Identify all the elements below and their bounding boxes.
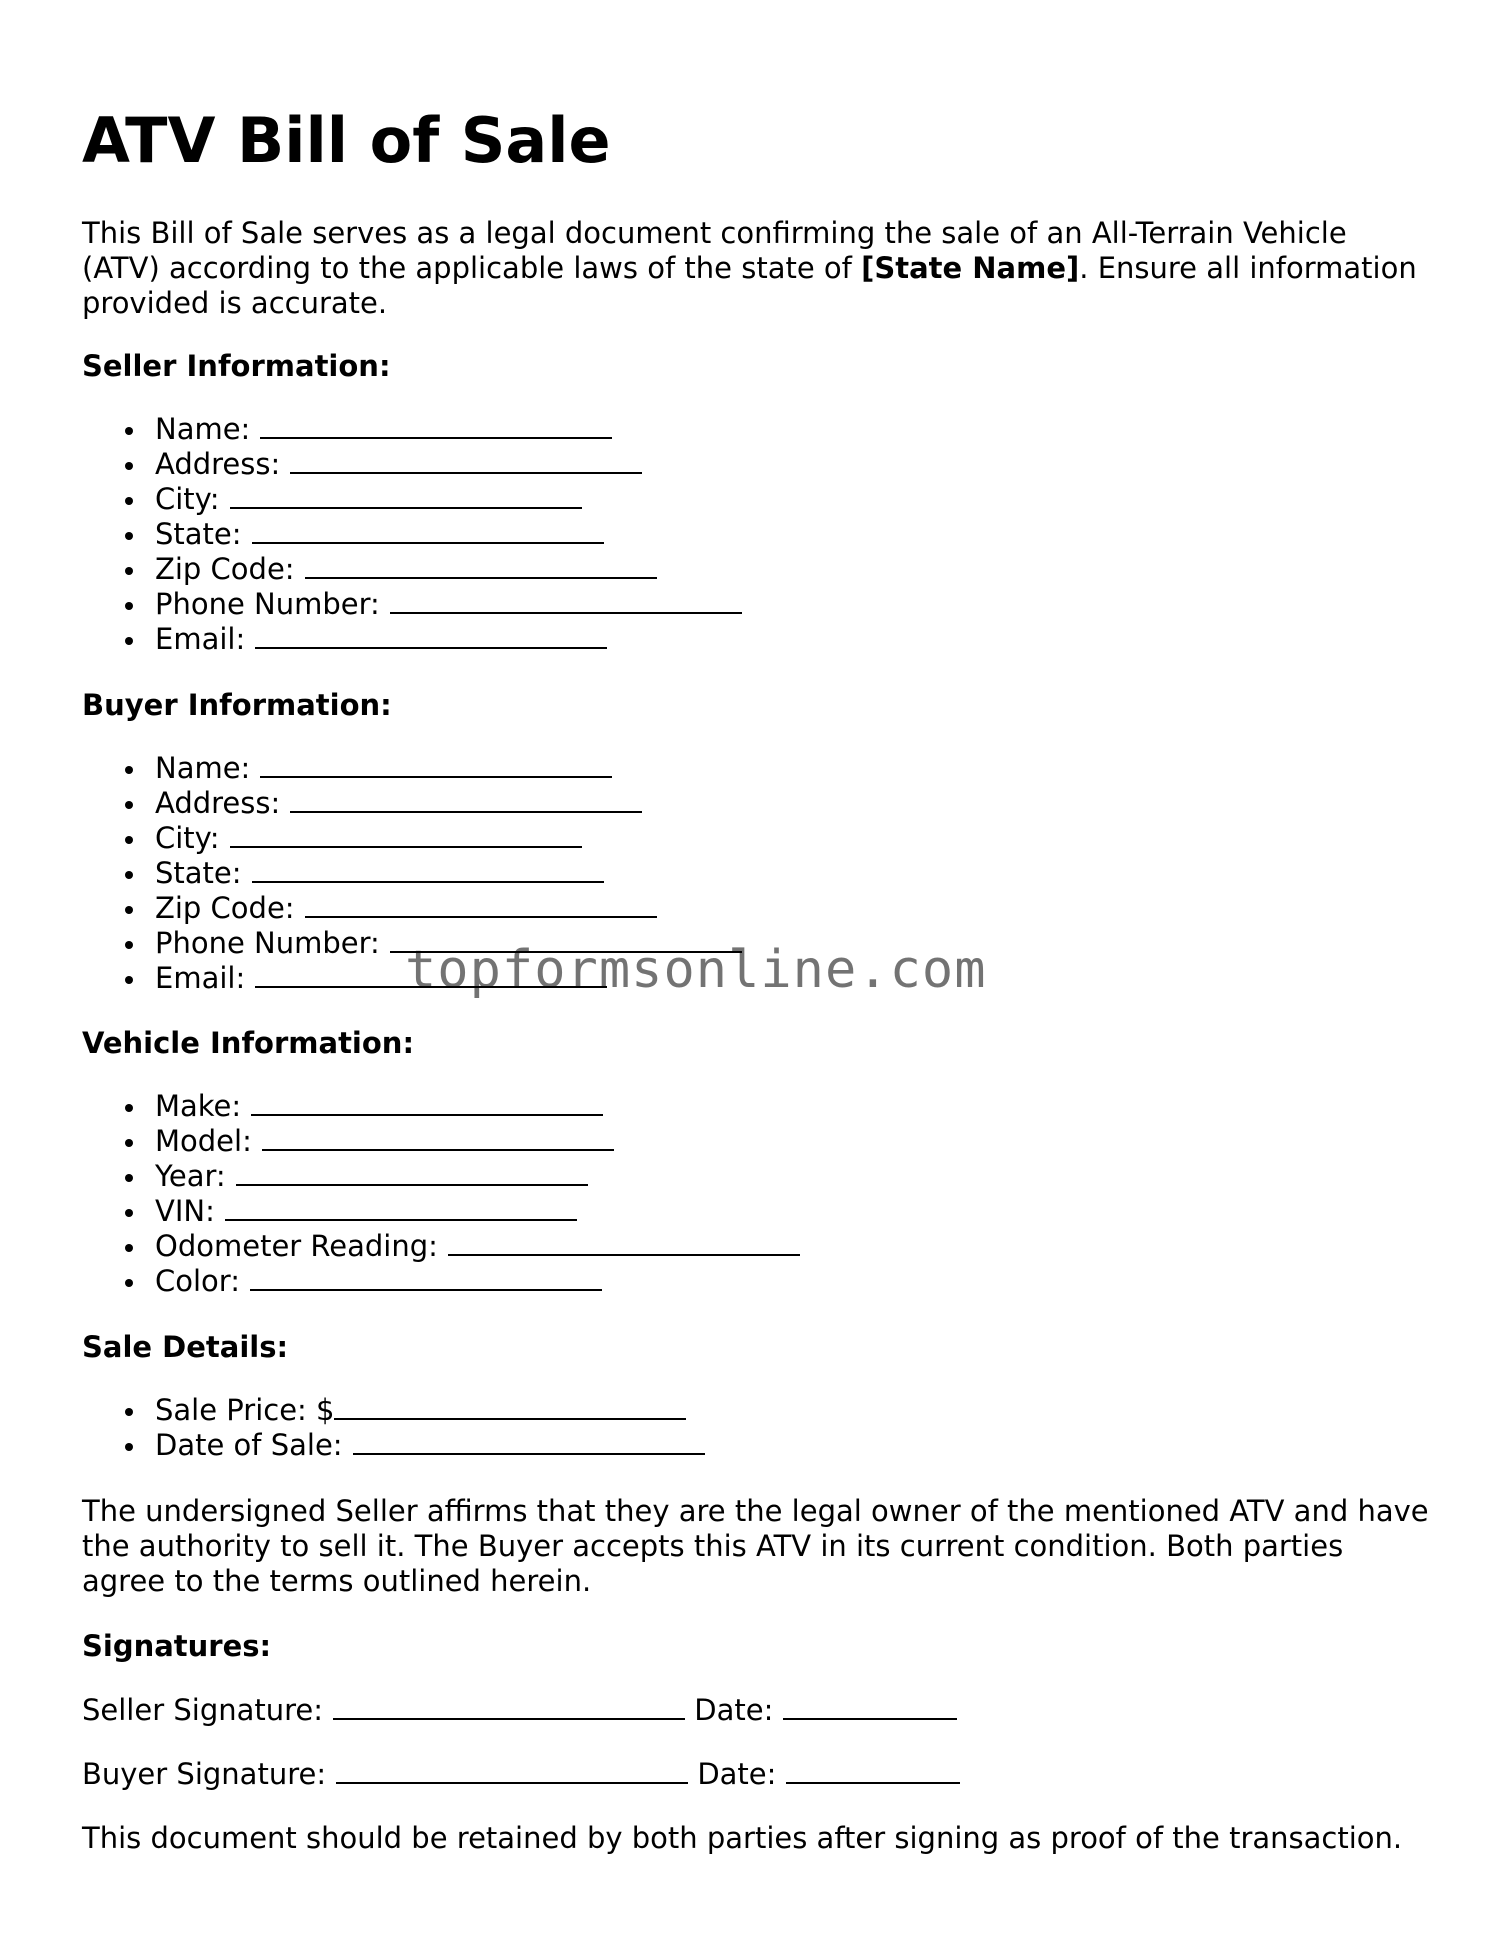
buyer-email-blank[interactable] xyxy=(255,962,607,988)
field-label: Name: xyxy=(155,751,251,785)
seller-signature-blank[interactable] xyxy=(333,1694,685,1720)
field-label: State: xyxy=(155,856,242,890)
seller-city-field xyxy=(82,482,742,517)
buyer-city-blank[interactable] xyxy=(230,822,582,848)
seller-heading: Seller Information: xyxy=(82,349,391,383)
page-title: ATV Bill of Sale xyxy=(82,104,611,177)
seller-field-list xyxy=(82,412,742,657)
vehicle-make-field xyxy=(82,1089,800,1124)
field-label: Email: xyxy=(155,622,246,656)
buyer-phone-blank[interactable] xyxy=(390,927,742,953)
vehicle-field-list xyxy=(82,1089,800,1299)
field-label: Make: xyxy=(155,1089,242,1123)
field-label: Address: xyxy=(155,786,281,820)
buyer-state-blank[interactable] xyxy=(252,857,604,883)
seller-signature-label: Seller Signature: xyxy=(82,1693,324,1727)
field-label: City: xyxy=(155,821,220,855)
field-label: Model: xyxy=(155,1124,252,1158)
seller-date-label: Date: xyxy=(694,1693,774,1727)
seller-state-blank[interactable] xyxy=(252,518,604,544)
seller-address-field xyxy=(82,447,742,482)
field-label: VIN: xyxy=(155,1194,215,1228)
seller-phone-field xyxy=(82,587,742,622)
buyer-email-field xyxy=(82,961,742,996)
sale-price-blank[interactable] xyxy=(334,1394,686,1420)
closing-paragraph: This document should be retained by both parties after signing as proof of the transaction. xyxy=(82,1821,1403,1855)
seller-name-blank[interactable] xyxy=(260,413,612,439)
seller-date-blank[interactable] xyxy=(783,1694,957,1720)
buyer-city-field xyxy=(82,821,742,856)
buyer-signature-line xyxy=(82,1757,960,1792)
vehicle-model-field xyxy=(82,1124,800,1159)
field-label: Phone Number: xyxy=(155,587,380,621)
vehicle-year-field xyxy=(82,1159,800,1194)
buyer-date-label: Date: xyxy=(697,1757,777,1791)
sale-price-field xyxy=(82,1393,705,1428)
buyer-address-field xyxy=(82,786,742,821)
seller-zip-blank[interactable] xyxy=(305,553,657,579)
intro-text-after: . Ensure all information provided is accurate. xyxy=(82,251,1417,320)
vehicle-vin-blank[interactable] xyxy=(225,1195,577,1221)
vehicle-year-blank[interactable] xyxy=(236,1160,588,1186)
seller-state-field xyxy=(82,517,742,552)
affirmation-paragraph: The undersigned Seller affirms that they are the legal owner of the mentioned ATV and have the authority to sell it. The Buyer accepts this ATV in its current condition. Both parties agree to the terms outlined herein. xyxy=(82,1494,1429,1598)
buyer-zip-blank[interactable] xyxy=(305,892,657,918)
buyer-signature-blank[interactable] xyxy=(336,1758,688,1784)
field-label: State: xyxy=(155,517,242,551)
buyer-field-list xyxy=(82,751,742,996)
vehicle-color-blank[interactable] xyxy=(250,1265,602,1291)
field-label: Year: xyxy=(155,1159,226,1193)
seller-email-blank[interactable] xyxy=(255,623,607,649)
seller-signature-line xyxy=(82,1693,957,1728)
sale-date-blank[interactable] xyxy=(353,1429,705,1455)
seller-zip-field xyxy=(82,552,742,587)
buyer-phone-field xyxy=(82,926,742,961)
buyer-date-blank[interactable] xyxy=(786,1758,960,1784)
sale-field-list xyxy=(82,1393,705,1463)
seller-email-field xyxy=(82,622,742,657)
buyer-name-blank[interactable] xyxy=(260,752,612,778)
intro-text-before: This Bill of Sale serves as a legal document confirming the sale of an All-Terrain Vehicle (ATV) according to the applicable laws of the state of xyxy=(82,216,1347,285)
field-label: City: xyxy=(155,482,220,516)
vehicle-color-field xyxy=(82,1264,800,1299)
field-label: Odometer Reading: xyxy=(155,1229,438,1263)
field-label: Zip Code: xyxy=(155,891,295,925)
sale-heading: Sale Details: xyxy=(82,1330,289,1364)
buyer-zip-field xyxy=(82,891,742,926)
seller-name-field xyxy=(82,412,742,447)
vehicle-make-blank[interactable] xyxy=(251,1090,603,1116)
intro-paragraph xyxy=(82,216,1432,321)
sale-date-field xyxy=(82,1428,705,1463)
seller-address-blank[interactable] xyxy=(290,448,642,474)
vehicle-odometer-blank[interactable] xyxy=(448,1230,800,1256)
field-label: Email: xyxy=(155,961,246,995)
buyer-heading: Buyer Information: xyxy=(82,688,392,722)
field-label: Name: xyxy=(155,412,251,446)
field-label: Sale Price: $ xyxy=(155,1393,335,1427)
field-label: Phone Number: xyxy=(155,926,380,960)
vehicle-model-blank[interactable] xyxy=(262,1125,614,1151)
watermark-text: topformsonline.com xyxy=(405,940,987,1000)
field-label: Address: xyxy=(155,447,281,481)
vehicle-heading: Vehicle Information: xyxy=(82,1026,415,1060)
seller-phone-blank[interactable] xyxy=(390,588,742,614)
seller-city-blank[interactable] xyxy=(230,483,582,509)
signatures-heading: Signatures: xyxy=(82,1629,272,1663)
field-label: Color: xyxy=(155,1264,240,1298)
field-label: Zip Code: xyxy=(155,552,295,586)
field-label: Date of Sale: xyxy=(155,1428,343,1462)
vehicle-vin-field xyxy=(82,1194,800,1229)
buyer-address-blank[interactable] xyxy=(290,787,642,813)
vehicle-odometer-field xyxy=(82,1229,800,1264)
buyer-signature-label: Buyer Signature: xyxy=(82,1757,327,1791)
buyer-state-field xyxy=(82,856,742,891)
buyer-name-field xyxy=(82,751,742,786)
state-name-placeholder: [State Name] xyxy=(861,251,1080,285)
